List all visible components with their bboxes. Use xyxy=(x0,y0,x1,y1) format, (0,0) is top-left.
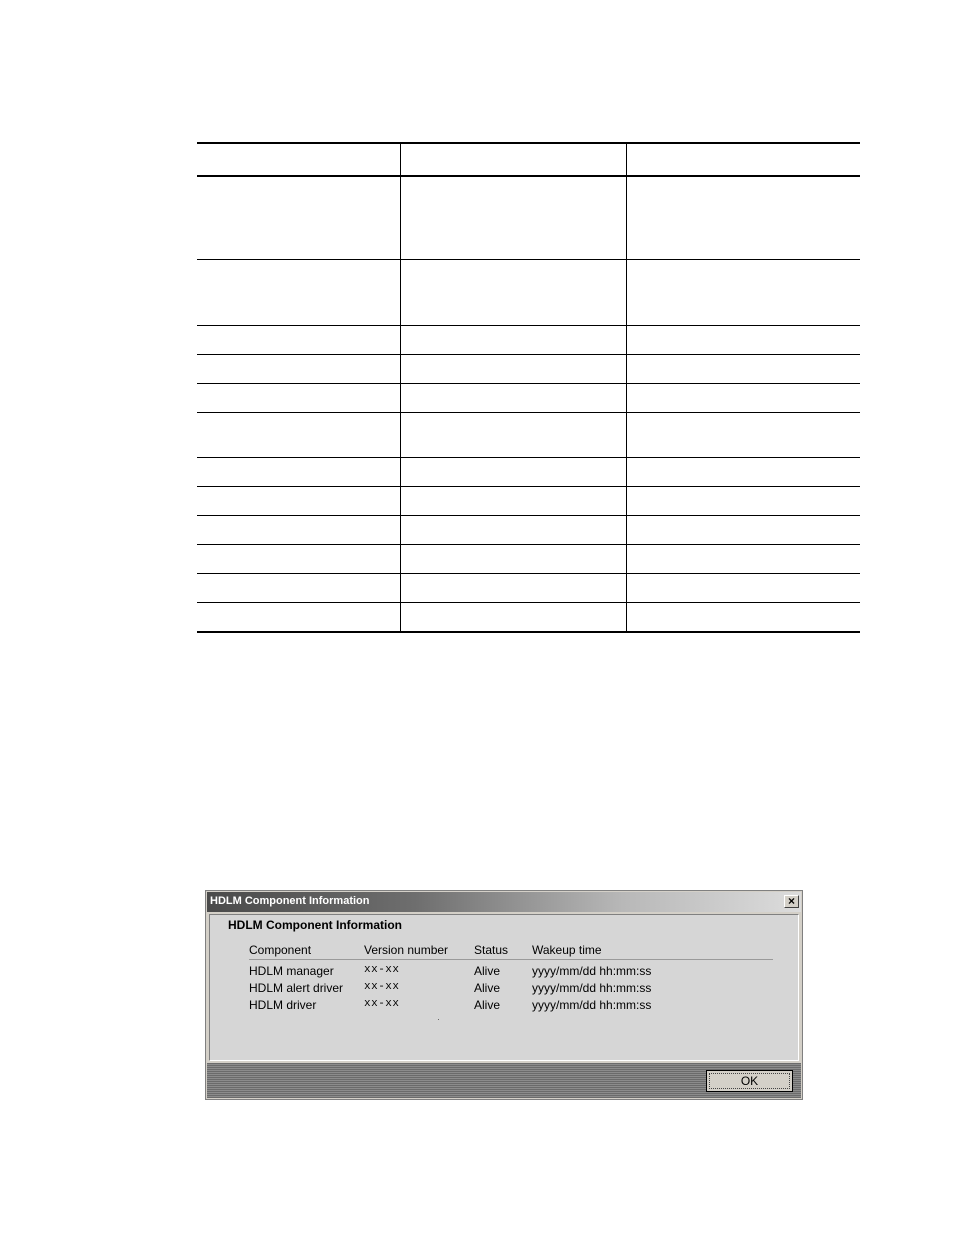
component-wakeup: yyyy/mm/dd hh:mm:ss xyxy=(532,964,652,978)
table-row xyxy=(197,325,860,354)
component-list-header xyxy=(249,943,773,960)
table-row xyxy=(197,457,860,486)
list-item xyxy=(249,964,773,981)
ok-button[interactable]: OK xyxy=(706,1070,793,1092)
empty-grid-table xyxy=(197,142,860,633)
table-row xyxy=(197,176,860,259)
component-version: xx-xx xyxy=(364,964,400,976)
component-wakeup: yyyy/mm/dd hh:mm:ss xyxy=(532,981,652,995)
component-version: xx-xx xyxy=(364,998,400,1010)
component-name: HDLM alert driver xyxy=(249,981,344,995)
table-row xyxy=(197,486,860,515)
component-wakeup: yyyy/mm/dd hh:mm:ss xyxy=(532,998,652,1012)
table-header-row xyxy=(197,143,860,176)
component-name: HDLM driver xyxy=(249,998,317,1012)
dialog-footer xyxy=(207,1063,801,1098)
table-row xyxy=(197,354,860,383)
list-item xyxy=(249,998,773,1015)
stray-dot xyxy=(438,1019,439,1020)
table-row xyxy=(197,602,860,632)
component-name: HDLM manager xyxy=(249,964,334,978)
component-status: Alive xyxy=(474,981,501,995)
component-list xyxy=(249,943,773,1015)
column-header-component: Component xyxy=(249,943,312,957)
dialog-titlebar[interactable] xyxy=(207,892,801,912)
table-row xyxy=(197,515,860,544)
component-status: Alive xyxy=(474,964,501,978)
column-header-wakeup: Wakeup time xyxy=(532,943,602,957)
table-row xyxy=(197,259,860,325)
component-version: xx-xx xyxy=(364,981,400,993)
table-row xyxy=(197,383,860,412)
table-row xyxy=(197,573,860,602)
component-info-dialog xyxy=(205,890,803,1100)
dialog-heading: HDLM Component Information xyxy=(228,918,402,932)
dialog-title: HDLM Component Information xyxy=(210,895,370,907)
close-icon[interactable]: × xyxy=(784,895,799,908)
table-row xyxy=(197,412,860,457)
column-header-version: Version number xyxy=(364,943,449,957)
table-row xyxy=(197,544,860,573)
component-status: Alive xyxy=(474,998,501,1012)
column-header-status: Status xyxy=(474,943,509,957)
list-item xyxy=(249,981,773,998)
